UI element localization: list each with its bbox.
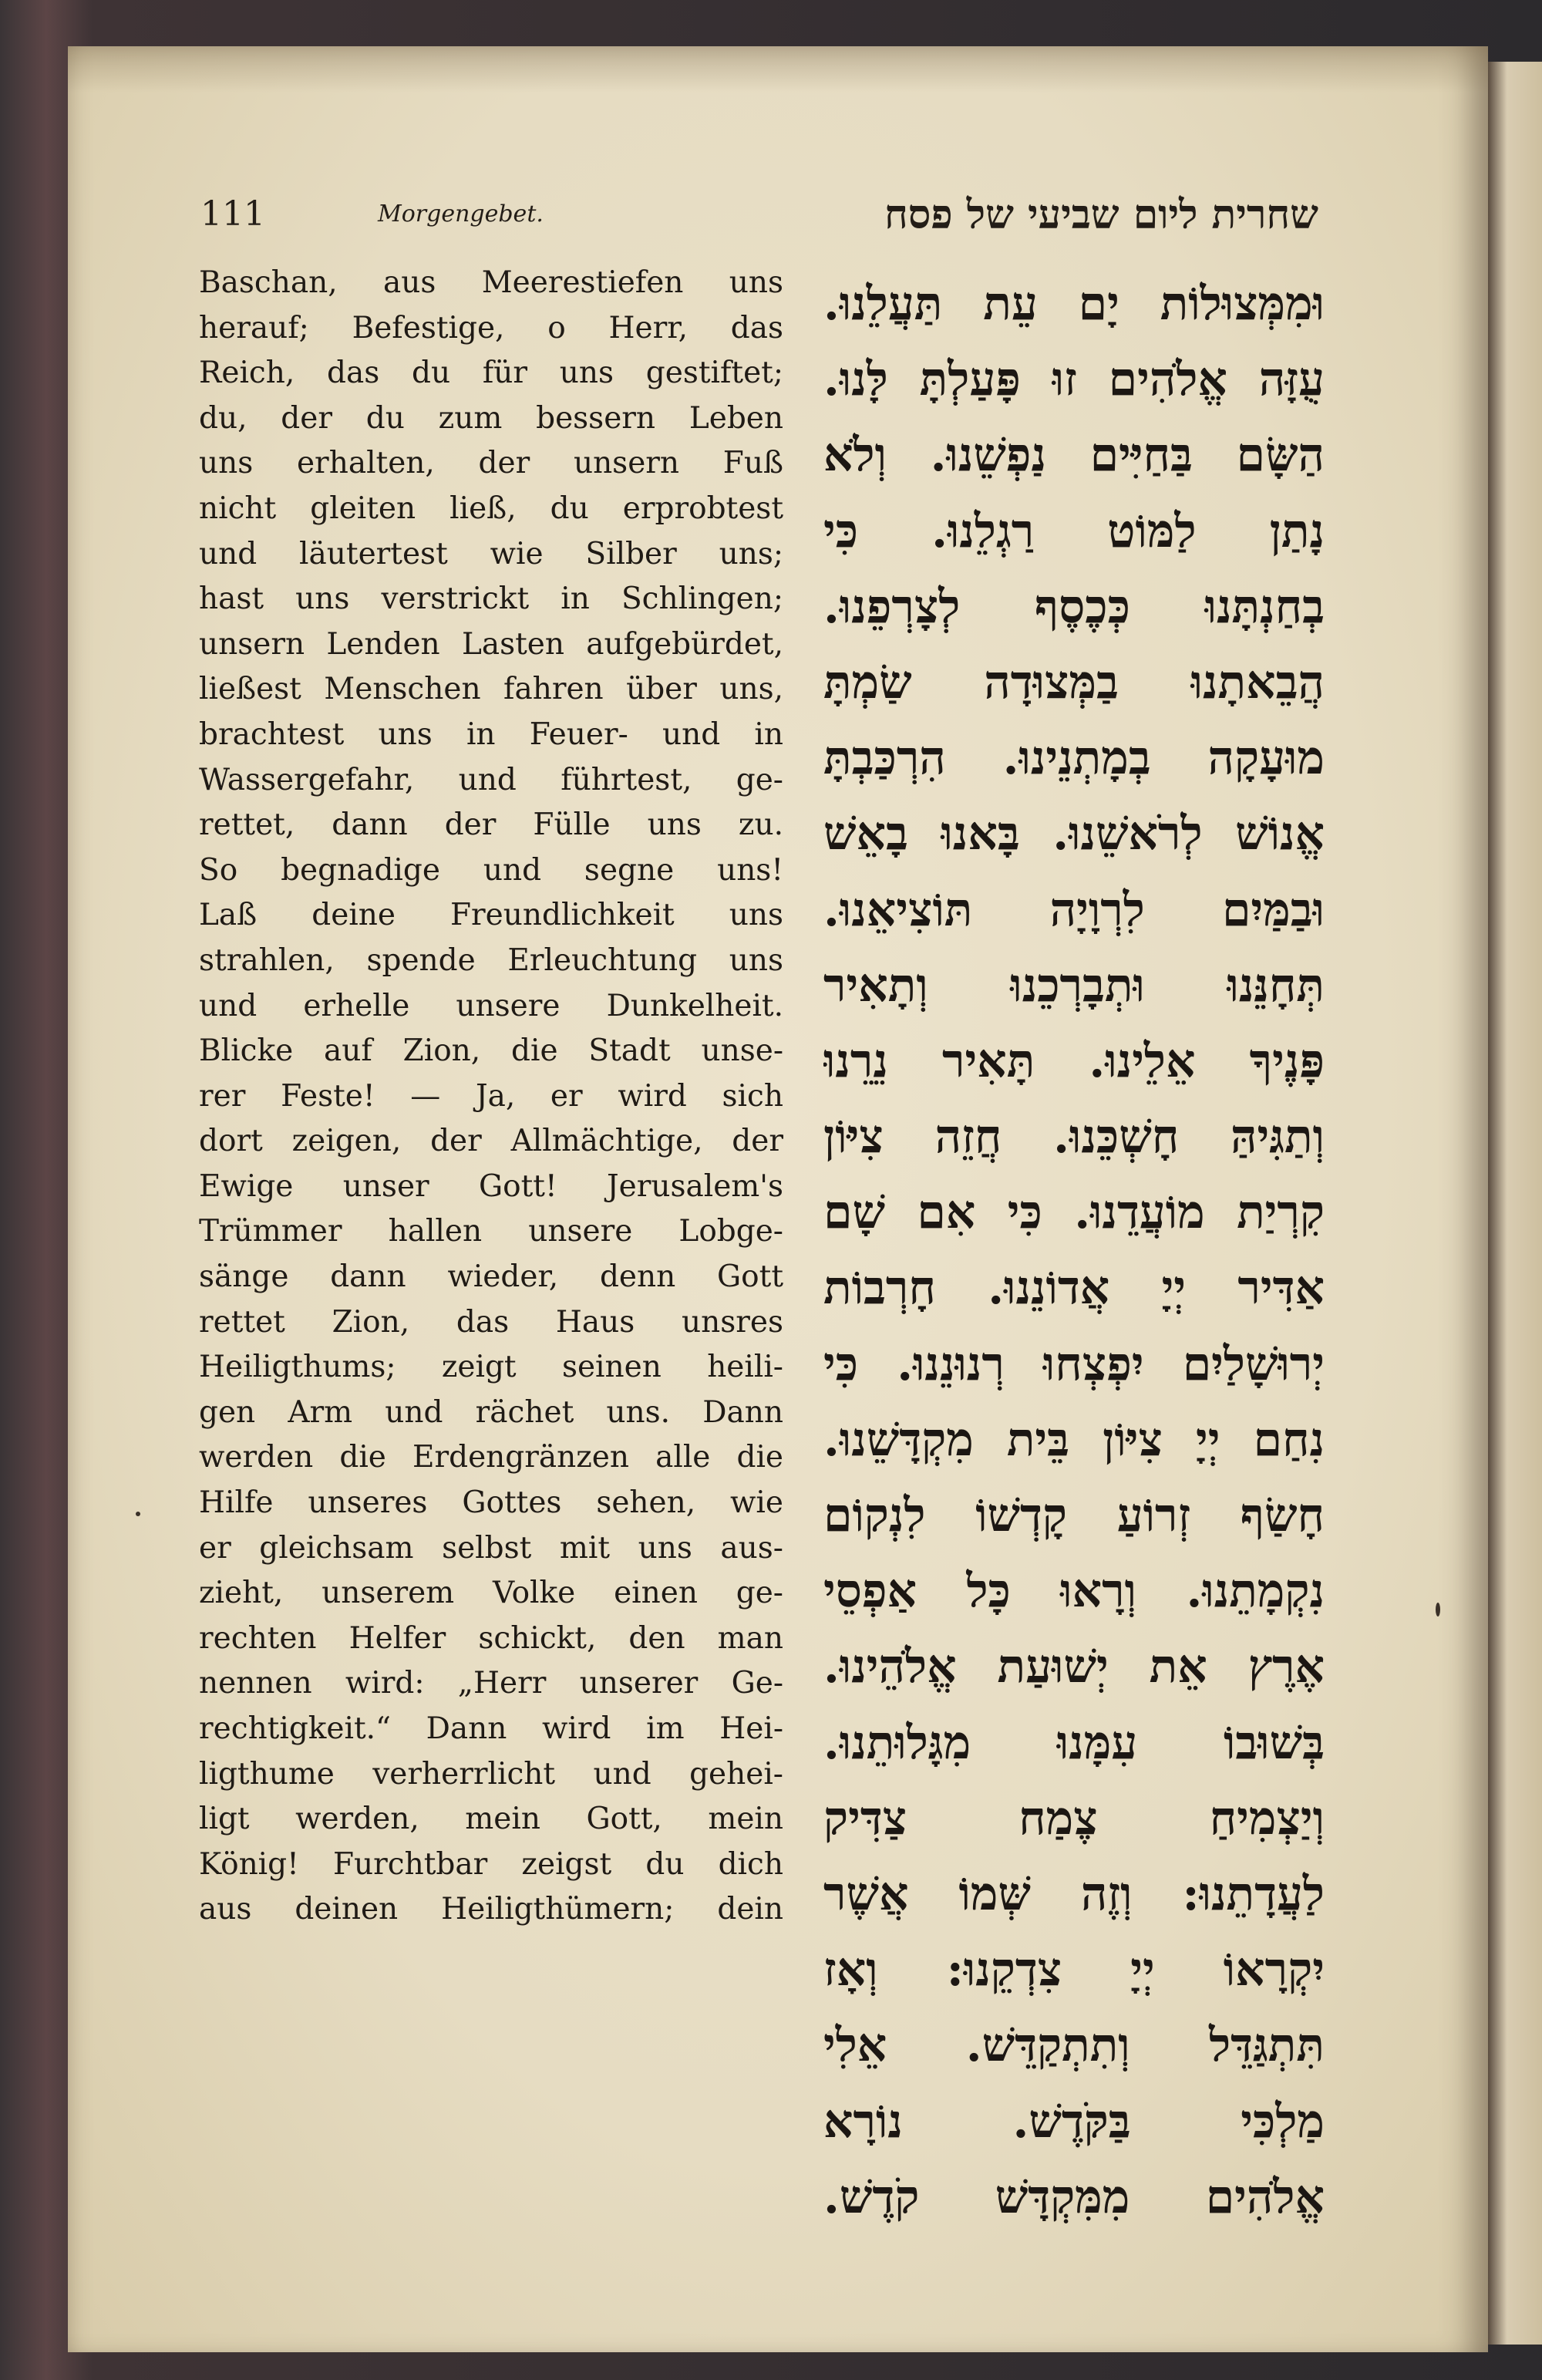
german-line: rer Feste! — Ja, er wird sich [199,1078,783,1114]
german-line: Ewige unser Gott! Jerusalem's [199,1168,783,1204]
german-translation-column [199,261,783,1933]
german-line: herauf; Befestige, o Herr, das [199,310,783,346]
german-line: nicht gleiten ließ, du erprobtest [199,490,783,526]
hebrew-line: יִקְרָאוֹ יְיָ צִדְקֵנוּ: וְאָז [823,1943,1325,1997]
hebrew-line: עֻזָּה אֱלֹהִים זוּ פָּעַלְתָּ לָּנוּ. [823,352,1325,407]
hebrew-line: מַלְכִּי בַּקֹּדֶשׁ. נוֹרָא [823,2094,1325,2149]
german-line: brachtest uns in Feuer- und in [199,716,783,752]
running-title-german: Morgengebet. [378,201,544,228]
german-line: unsern Lenden Lasten aufgebürdet, [199,626,783,662]
hebrew-line: אַדִּיר יְיָ אֲדוֹנֵנוּ. חָרְבוֹת [823,1261,1325,1316]
hebrew-line: אֱנוֹשׁ לְרֹאשֵׁנוּ. בָּאנוּ בָאֵשׁ [823,807,1325,861]
page-number: 111 [200,194,265,234]
hebrew-line: לַעֲדָתֵנוּ: וְזֶה שְּׁמוֹ אֲשֶׁר [823,1866,1325,1921]
german-line: dort zeigen, der Allmächtige, der [199,1124,783,1159]
german-line: Heiligthums; zeigt seinen heili- [199,1350,783,1385]
german-line: Baschan, aus Meerestiefen uns [199,265,783,300]
page-header [200,191,1318,253]
german-line: er gleichsam selbst mit uns aus- [199,1530,783,1566]
german-line: und läutertest wie Silber uns; [199,536,783,571]
facing-page-edge [1488,62,1542,2345]
hebrew-line: וּמִמְּצוּלוֹת יָם עֵת תַּעֲלֵנוּ. [823,277,1325,331]
hebrew-line: פָּנֶיךָ אֵלֵינוּ. תָּאִיר נֵרֵנוּ [823,1033,1325,1088]
german-line: So begnadige und segne uns! [199,852,783,888]
hebrew-line: וְיַצְמִיחַ צֶמַח צַדִּיק [823,1791,1325,1846]
paper-speck [1436,1603,1440,1616]
german-line: rettet Zion, das Haus unsres [199,1304,783,1340]
page-shadow [68,46,1488,93]
german-line: rettet, dann der Fülle uns zu. [199,807,783,843]
hebrew-line: נָתַן לַמּוֹט רַגְלֵנוּ. כִּי [823,504,1325,558]
german-line: strahlen, spende Erleuchtung uns [199,942,783,978]
german-line: aus deinen Heiligthümern; dein [199,1892,783,1927]
german-line: Blicke auf Zion, die Stadt unse- [199,1033,783,1069]
german-line: Laß deine Freundlichkeit uns [199,898,783,933]
german-line: und erhelle unsere Dunkelheit. [199,988,783,1023]
hebrew-line: מוּעָקָה בְמָתְנֵינוּ. הִרְכַּבְתָּ [823,731,1325,786]
hebrew-line: בְחַנְתָּנוּ כְּכֶסֶף לְצָרְפֵנוּ. [823,579,1325,634]
hebrew-line: אֶרֶץ אֵת יְשׁוּעַת אֱלֹהֵינוּ. [823,1640,1325,1694]
hebrew-line: תִּתְגַּדֵּל וְתִתְקַדֵּשׁ. אֵלִי [823,2018,1325,2073]
hebrew-line: הַשָּׂם בַּחַיִּים נַפְשֵׁנוּ. וְלֹא [823,428,1325,483]
german-line: sänge dann wieder, denn Gott [199,1259,783,1295]
german-line: König! Furchtbar zeigst du dich [199,1846,783,1882]
german-line: Wassergefahr, und führtest, ge- [199,762,783,797]
paper-speck [136,1512,140,1516]
german-line: Trümmer hallen unsere Lobge- [199,1214,783,1249]
german-line: uns erhalten, der unsern Fuß [199,446,783,481]
german-line: Reich, das du für uns gestiftet; [199,356,783,391]
hebrew-text-column [823,266,1325,2235]
hebrew-line: בְּשׁוּבוֹ עִמָּנוּ מִגָּלוּתֵנוּ. [823,1715,1325,1770]
hebrew-line: תְּחָנֵּנוּ וּתְבָרְכֵנוּ וְתָאִיר [823,958,1325,1013]
german-line: nennen wird: „Herr unserer Ge- [199,1666,783,1701]
german-line: Hilfe unseres Gottes sehen, wie [199,1485,783,1521]
german-line: zieht, unserem Volke einen ge- [199,1576,783,1611]
german-line: du, der du zum bessern Leben [199,400,783,436]
hebrew-line: הֲבֵאתָנוּ בַמְּצוּדָה שַׂמְתָּ [823,655,1325,710]
german-line: werden die Erdengränzen alle die [199,1440,783,1475]
hebrew-line: וּבַמַּיִם לִרְוָיָה תּוֹצִיאֵנוּ. [823,882,1325,937]
hebrew-line: וְתַגִּיהַּ חָשְׁכֵּנוּ. חֲזֵה צִיּוֹן [823,1110,1325,1165]
german-line: hast uns verstrickt in Schlingen; [199,582,783,617]
hebrew-line: אֱלֹהִים מִמִּקְדָּשׁ קֹדֶשׁ. [823,2169,1325,2224]
hebrew-line: יְרוּשָׁלַיִם יִפְצְחוּ רְנוּנֵנוּ. כִּי [823,1337,1325,1391]
german-line: ligthume verherrlicht und gehei- [199,1756,783,1792]
hebrew-line: נִחַם יְיָ צִיּוֹן בֵּית מִקְדָּשֵׁנוּ. [823,1412,1325,1467]
german-line: gen Arm und rächet uns. Dann [199,1394,783,1430]
hebrew-line: קִרְיַת מוֹעֲדֵנוּ. כִּי אִם שָׁם [823,1185,1325,1240]
german-line: rechtigkeit.“ Dann wird im Hei- [199,1711,783,1746]
german-line: ließest Menschen fahren über uns, [199,672,783,707]
running-title-hebrew: שחרית ליום שביעי של פסח [884,191,1318,238]
hebrew-line: חָשַׂף זְרוֹעַ קָדְשׁוֹ לִנְקוֹם [823,1488,1325,1542]
german-line: ligt werden, mein Gott, mein [199,1802,783,1837]
german-line: rechten Helfer schickt, den man [199,1620,783,1656]
hebrew-line: נִקְמָתֵנוּ. וְרָאוּ כָּל אַפְסֵי [823,1564,1325,1619]
